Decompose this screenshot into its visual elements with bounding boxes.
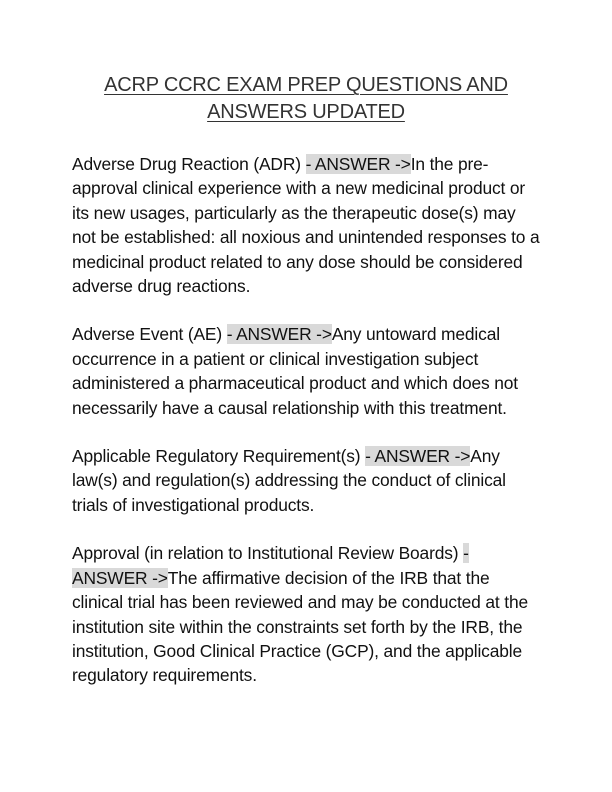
entry-definition: Any untoward medical occurrence in a patient or clinical investigation subject administered a pharmaceutical product and which does not necessarily have a causal relationship with this treatment. (72, 324, 518, 418)
document-title: ACRP CCRC EXAM PREP QUESTIONS AND ANSWERS UPDATED (104, 74, 508, 123)
answer-marker: - ANSWER -> (72, 543, 469, 588)
entry-term: Adverse Drug Reaction (ADR) (72, 154, 306, 174)
entry-definition: The affirmative decision of the IRB that the clinical trial has been reviewed and may be conducted at the institution site within the constraints set forth by the IRB, the institution, Good Clinical Practice (GCP), and the applicable regulatory requirements. (72, 567, 528, 686)
qa-entry-regulatory-requirement (72, 444, 540, 517)
entry-term: Adverse Event (AE) (72, 324, 227, 345)
answer-marker: - ANSWER -> (365, 446, 471, 467)
entry-term: Applicable Regulatory Requirement(s) (72, 446, 366, 467)
answer-marker: - ANSWER -> (226, 324, 332, 345)
entry-term: Approval (in relation to Institutional Review Boards) (72, 543, 464, 564)
entry-definition: In the pre-approval clinical experience with a new medicinal product or its new usages, particularly as the therapeutic dose(s) may not be established: all noxious and unintended responses to a medicinal product related to any dose should be considered adverse drug reactions. (72, 154, 540, 297)
answer-marker: - ANSWER -> (305, 154, 411, 174)
entry-definition: Any law(s) and regulation(s) addressing the conduct of clinical trials of investigational products. (72, 446, 506, 515)
qa-entry-adr (72, 152, 540, 298)
qa-entry-ae (72, 322, 540, 420)
qa-entry-approval (72, 541, 540, 687)
qa-list (72, 152, 540, 688)
